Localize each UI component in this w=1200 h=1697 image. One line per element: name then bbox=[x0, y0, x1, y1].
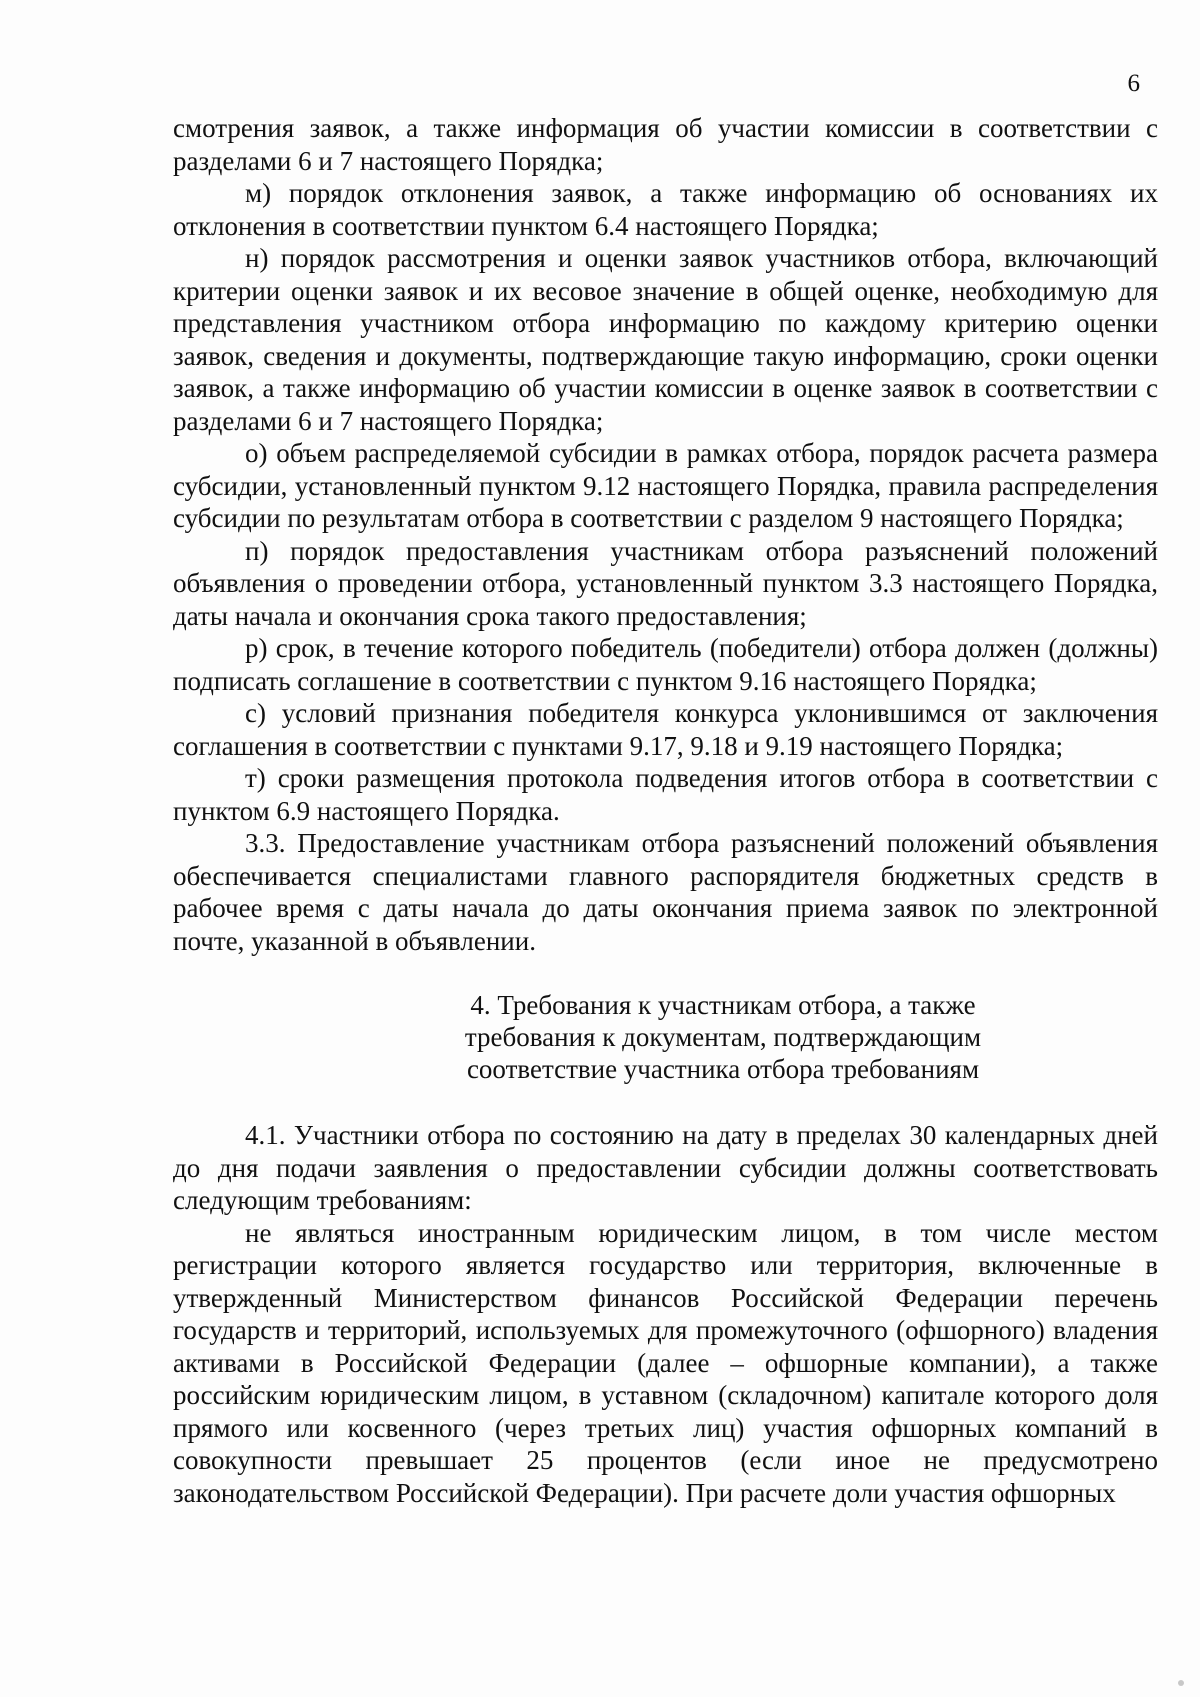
paragraph-item-t: т) сроки размещения протокола подведения итогов отбора в соответствии с пунктом 6.9 настоящего Порядка. bbox=[173, 763, 1158, 826]
paragraph-4-1: 4.1. Участники отбора по состоянию на дату в пределах 30 календарных дней до дня подачи заявления о предоставлении субсидии должны соответствовать следующим требованиям: bbox=[173, 1120, 1158, 1215]
paragraph-item-s: с) условий признания победителя конкурса уклонившимся от заключения соглашения в соответствии с пунктами 9.17, 9.18 и 9.19 настоящего Порядка; bbox=[173, 698, 1158, 761]
document-body bbox=[173, 112, 1158, 1509]
paragraph-item-p: п) порядок предоставления участникам отбора разъяснений положений объявления о проведении отбора, установленный пунктом 3.3 настоящего Порядка, даты начала и окончания срока такого предоставления; bbox=[173, 535, 1158, 631]
section-heading-line: соответствие участника отбора требованиям bbox=[466, 1054, 980, 1084]
scan-artifact bbox=[1178, 1680, 1184, 1686]
paragraph-requirement: не являться иностранным юридическим лицом, в том числе местом регистрации которого является государство или территория, включенные в утвержденный Министерством финансов Российской Федерации перечень государств и территорий, используемых для промежуточного (офшорного) владения активами в Российской Федерации (далее – офшорные компании), а также российским юридическим лицом, в уставном (складочном) капитале которого доля прямого или косвенного (через третьих лиц) участия офшорных компаний в совокупности превышает 25 процентов (если иное не предусмотрено законодательством Российской Федерации). При расчете доли участия офшорных bbox=[173, 1217, 1158, 1508]
page-number: 6 bbox=[1127, 70, 1140, 97]
paragraph-item-m: м) порядок отклонения заявок, а также информацию об основаниях их отклонения в соответствии пунктом 6.4 настоящего Порядка; bbox=[173, 178, 1158, 241]
paragraph-continuation: смотрения заявок, а также информация об участии комиссии в соответствии с разделами 6 и 7 настоящего Порядка; bbox=[173, 113, 1158, 176]
paragraph-item-o: о) объем распределяемой субсидии в рамках отбора, порядок расчета размера субсидии, установленный пунктом 9.12 настоящего Порядка, правила распределения субсидии по результатам отбора в соответствии с разделом 9 настоящего Порядка; bbox=[173, 438, 1158, 533]
section-heading-line: 4. Требования к участникам отбора, а также bbox=[470, 990, 976, 1020]
paragraph-item-n: н) порядок рассмотрения и оценки заявок участников отбора, включающий критерии оценки заявок и их весовое значение в общей оценке, необходимую для представления участником отбора информацию по каждому критерию оценки заявок, сведения и документы, подтверждающие такую информацию, сроки оценки заявок, а также информацию об участии комиссии в оценке заявок в соответствии с разделами 6 и 7 настоящего Порядка; bbox=[173, 243, 1158, 436]
section-heading bbox=[173, 989, 1158, 1085]
paragraph-3-3: 3.3. Предоставление участникам отбора разъяснений положений объявления обеспечивается специалистами главного распорядителя бюджетных средств в рабочее время с даты начала до даты окончания приема заявок по электронной почте, указанной в объявлении. bbox=[173, 828, 1158, 956]
section-heading-line: требования к документам, подтверждающим bbox=[464, 1022, 982, 1052]
paragraph-item-r: р) срок, в течение которого победитель (победители) отбора должен (должны) подписать соглашение в соответствии с пунктом 9.16 настоящего Порядка; bbox=[173, 633, 1158, 696]
